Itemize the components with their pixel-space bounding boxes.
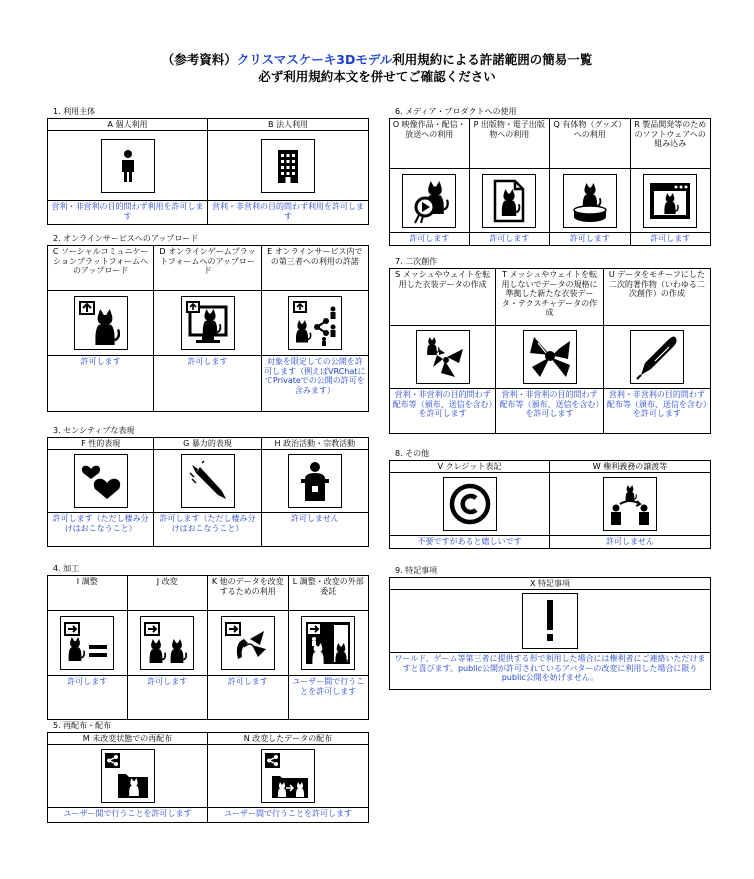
item-status: 許可しません: [290, 514, 339, 523]
item-modify-other-data: [208, 576, 289, 720]
section-title: 1. 利用主体: [47, 106, 369, 119]
item-status: 許可します: [67, 677, 108, 686]
item-status: 許可します（ただし棲み分けはおこなうこと）: [159, 514, 256, 533]
item-header: O 映像作品・配信・放送への利用: [390, 119, 469, 169]
knife-icon: [181, 454, 235, 508]
transfer-icon: [603, 477, 657, 531]
item-status: 営利・非営利の目的問わず配布等（頒布、送信を含む）を許可します: [606, 390, 707, 418]
item-status: ユーザー間で行うことを許可します: [63, 809, 192, 818]
title-suffix: 利用規約による許諾範囲の簡易一覧: [392, 52, 593, 67]
page-subtitle: 必ず利用規約本文を併せてご確認ください: [258, 69, 496, 84]
section-special-notes: [389, 565, 711, 690]
hearts-icon: [74, 454, 128, 508]
upload-cat-icon: [74, 296, 128, 350]
item-video-broadcast: [390, 119, 470, 246]
section-sensitive-expression: [47, 425, 369, 547]
item-header: N 改変したデータの配布: [208, 733, 368, 745]
section-other: [389, 448, 711, 549]
section-title: 8. その他: [389, 448, 711, 461]
item-unmodified-redistribution: [48, 733, 208, 823]
item-modified-distribution: [208, 733, 369, 823]
item-status: 営利・非営利の目的問わず利用を許可します: [51, 202, 204, 221]
section-media-products: [389, 106, 711, 246]
section-derivative-works: [389, 256, 711, 434]
item-header: E オンラインサービス内での第三者への利用の許諾: [262, 246, 368, 291]
section-usage-subject: [47, 106, 369, 225]
item-header: G 暴力的表現: [154, 438, 260, 450]
item-derivative-creation: [604, 269, 711, 434]
title-product-name: クリスマスケーキ3Dモデル: [236, 52, 393, 67]
item-header: H 政治活動・宗教活動: [262, 438, 368, 450]
item-publication: [470, 119, 551, 246]
item-rights-transfer: [550, 461, 711, 549]
section-title: 6. メディア・プロダクトへの使用: [389, 106, 711, 119]
title-prefix: （参考資料）: [161, 52, 237, 67]
item-status: 営利・非営利の目的問わず配布等（頒布、送信を含む）を許可します: [392, 390, 493, 418]
item-header: W 権利義務の譲渡等: [550, 461, 710, 473]
software-icon: [643, 174, 697, 228]
item-credit-notation: [390, 461, 550, 549]
item-header: K 他のデータを改変するための利用: [208, 576, 288, 611]
section-online-upload: [47, 233, 369, 412]
item-status: 営利・非営利の目的問わず利用を許可します: [212, 202, 364, 221]
bow-icon: [523, 330, 577, 384]
item-header: I 調整: [48, 576, 127, 611]
redistribute-icon: [101, 749, 155, 803]
item-political-religious: [262, 438, 369, 547]
share-users-icon: [288, 296, 342, 350]
item-tangible-goods: [550, 119, 631, 246]
item-status: ワールド、ゲーム等第三者に提供する形で利用した場合には権利者にご連絡いただけますと喜びます。public公開が許可されているアバターの改変に利用した場合に限りpublic公開を妨げません。: [394, 654, 706, 682]
item-header: D オンラインゲームプラットフォームへのアップロード: [154, 246, 260, 291]
section-title: 7. 二次創作: [389, 256, 711, 269]
section-processing: [47, 563, 369, 720]
item-special-note: [390, 578, 711, 690]
item-header: T メッシュやウェイトを転用しないでデータの規格に準拠した新たな衣装データ・テクスチャデータの作成: [496, 269, 602, 326]
item-header: P 出版物・電子出版物への利用: [470, 119, 550, 169]
item-personal-use: [48, 119, 208, 225]
item-header: Q 有体物（グッズ）への利用: [550, 119, 630, 169]
item-modify: [128, 576, 209, 720]
figure-icon: [563, 174, 617, 228]
section-redistribution: [47, 720, 369, 823]
item-status: 許可します: [489, 234, 530, 243]
item-status: ユーザー間で行うことを許可します: [292, 677, 365, 696]
item-outsourcing: [289, 576, 370, 720]
item-game-upload: [154, 246, 261, 412]
section-title: 4. 加工: [47, 563, 369, 576]
item-status: 許可します: [227, 677, 268, 686]
section-title: 2. オンラインサービスへのアップロード: [47, 233, 369, 246]
item-header: R 製品開発等のためのソフトウェアへの組み込み: [631, 119, 711, 169]
item-new-costume: [496, 269, 603, 434]
item-header: F 性的表現: [48, 438, 153, 450]
modify-icon: [140, 616, 194, 670]
item-header: V クレジット表記: [390, 461, 549, 473]
item-status: 許可します: [569, 234, 610, 243]
item-sexual-expression: [48, 438, 154, 547]
adjust-icon: [60, 616, 114, 670]
item-header: C ソーシャルコミュニケーションプラットフォームへのアップロード: [48, 246, 153, 291]
outsource-icon: [301, 616, 355, 670]
document-cat-icon: [482, 174, 536, 228]
building-icon: [261, 139, 315, 193]
item-status: 対象を限定しての公開を許可します（例えばVRChatにてPrivateでの公開の許可を含みます）: [264, 357, 366, 395]
item-status: ユーザー間で行うことを許可します: [224, 809, 352, 818]
item-header: S メッシュやウェイトを転用した衣装データの作成: [390, 269, 495, 326]
distribute-modified-icon: [261, 749, 315, 803]
item-status: 許可します: [187, 357, 228, 366]
item-costume-from-mesh: [390, 269, 496, 434]
item-software-integration: [631, 119, 712, 246]
section-title: 9. 特記事項: [389, 565, 711, 578]
item-status: 営利・非営利の目的問わず配布等（頒布、送信を含む）を許可します: [499, 390, 600, 418]
monitor-cat-icon: [181, 296, 235, 350]
item-header: B 法人利用: [208, 119, 368, 131]
item-status: 不要ですがあると嬉しいです: [417, 537, 522, 546]
exclamation-icon: [522, 593, 578, 649]
item-adjust: [48, 576, 128, 720]
item-header: M 未改変状態での再配布: [48, 733, 207, 745]
item-status: 許可します（ただし棲み分けはおこなうこと）: [52, 514, 149, 533]
video-cat-icon: [402, 174, 456, 228]
bow-cat-icon: [416, 330, 470, 384]
item-header: L 調整・改変の外部委託: [289, 576, 369, 611]
item-violent-expression: [154, 438, 261, 547]
item-status: 許可します: [650, 234, 691, 243]
item-status: 許可します: [409, 234, 450, 243]
item-social-upload: [48, 246, 154, 412]
item-status: 許可します: [80, 357, 121, 366]
modify-other-icon: [221, 616, 275, 670]
item-status: 許可しません: [606, 537, 654, 546]
item-header: A 個人利用: [48, 119, 207, 131]
section-title: 3. センシティブな表現: [47, 425, 369, 438]
item-header: U データをモチーフにした二次的著作物（いわゆる二次創作）の作成: [604, 269, 710, 326]
person-icon: [101, 139, 155, 193]
copyright-icon: [443, 477, 497, 531]
podium-icon: [288, 454, 342, 508]
item-status: 許可します: [147, 677, 188, 686]
pen-icon: [630, 330, 684, 384]
item-header: J 改変: [128, 576, 208, 611]
item-corporate-use: [208, 119, 369, 225]
item-header: X 特記事項: [390, 578, 710, 590]
item-third-party-license: [262, 246, 369, 412]
section-title: 5. 再配布・配布: [47, 720, 369, 733]
page-title: [0, 50, 754, 68]
